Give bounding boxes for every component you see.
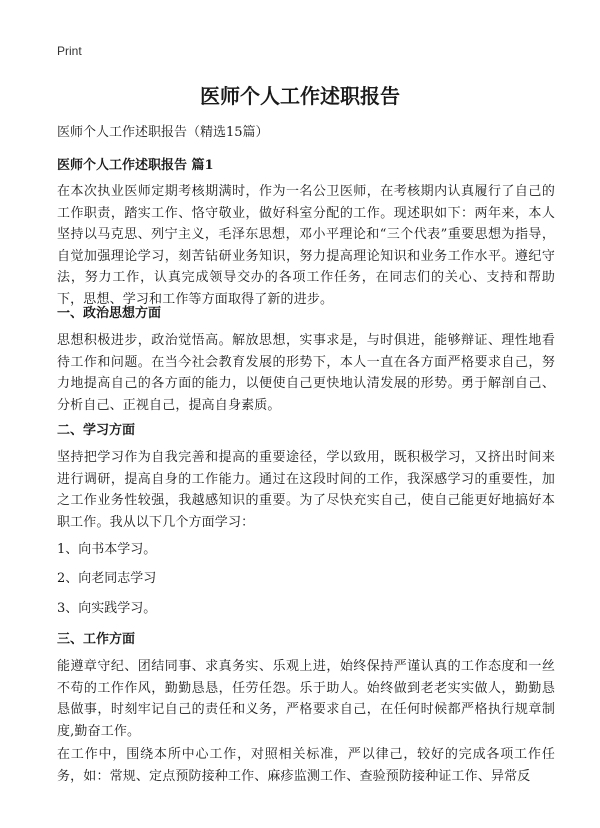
list-item: 1、向书本学习。 bbox=[57, 542, 157, 557]
article-heading: 医师个人工作述职报告 篇1 bbox=[57, 158, 214, 173]
section-heading-study: 二、学习方面 bbox=[57, 423, 136, 438]
section-text-work: 能遵章守纪、团结同事、求真务实、乐观上进，始终保持严谨认真的工作态度和一丝不苟的工作作风，勤勤恳恳，任劳任怨。乐于助人。始终做到老老实实做人，勤勤恳恳做事，时刻牢记自己的责任和义务，严格要求自己，在任何时候都严格执行规章制度,勤奋工作。 bbox=[57, 659, 555, 739]
section-text-work-2: 在工作中，围绕本所中心工作，对照相关标准，严以律己，较好的完成各项工作任务，如：常规、定点预防接种工作、麻疹监测工作、查验预防接种证工作、异常反 bbox=[57, 747, 555, 784]
list-item: 3、向实践学习。 bbox=[57, 601, 157, 616]
page-title: 医师个人工作述职报告 bbox=[200, 84, 400, 108]
section-heading-work: 三、工作方面 bbox=[57, 632, 136, 647]
print-link[interactable]: Print bbox=[57, 44, 82, 58]
section-text-politics: 思想积极进步，政治觉悟高。解放思想，实事求是，与时俱进，能够辩证、理性地看待工作和问题。在当今社会教育发展的形势下，本人一直在各方面严格要求自己，努力地提高自己的各方面的能力，以便使自己更快地认清发展的形势。勇于解剖自己、分析自己、正视自己，提高自身素质。 bbox=[57, 333, 555, 413]
list-item: 2、向老同志学习 bbox=[57, 571, 157, 586]
intro-paragraph: 在本次执业医师定期考核期满时，作为一名公卫医师，在考核期内认真履行了自己的工作职责，踏实工作、恪守敬业，做好科室分配的工作。现述职如下：两年来，本人坚持以马克思、列宁主义，毛泽东思想，邓小平理论和“三个代表”重要思想为指导，自觉加强理论学习，刻苦钻研业务知识，努力提高理论知识和业务工作水平。遵纪守法，努力工作，认真完成领导交办的各项工作任务，在同志们的关心、支持和帮助下，思想、学习和工作等方面取得了新的进步。 bbox=[57, 184, 555, 307]
section-text-study: 坚持把学习作为自我完善和提高的重要途径，学以致用，既积极学习，又挤出时间来进行调研，提高自身的工作能力。通过在这段时间的工作，我深感学习的重要性，加之工作业务性较强，我越感知识的重要。为了尽快充实自己，使自己能更好地搞好本职工作。我从以下几个方面学习： bbox=[57, 450, 555, 530]
document-subtitle: 医师个人工作述职报告（精选15篇） bbox=[57, 125, 269, 140]
section-heading-politics: 一、政治思想方面 bbox=[57, 306, 162, 321]
